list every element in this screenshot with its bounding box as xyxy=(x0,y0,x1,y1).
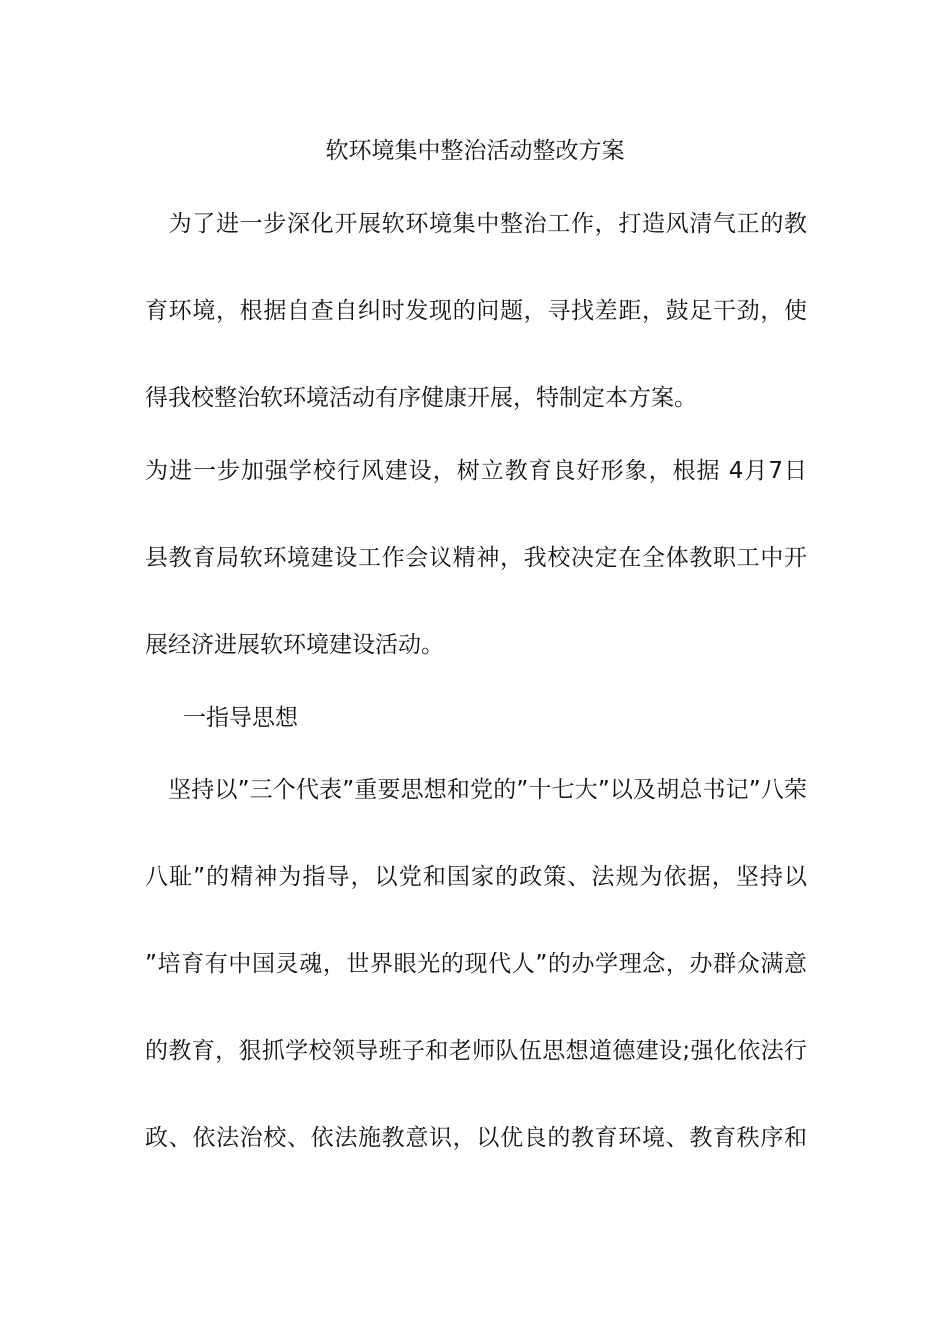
paragraph-3-line-5: 政、依法治校、依法施教意识，以优良的教育环境、教育秩序和 xyxy=(145,1125,807,1151)
paragraph-3-line-3: ”培育有中国灵魂，世界眼光的现代人”的办学理念，办群众满意 xyxy=(145,951,807,977)
paragraph-2-line-2: 县教育局软环境建设工作会议精神，我校决定在全体教职工中开 xyxy=(145,545,807,571)
section-heading-guiding-thought: 一指导思想 xyxy=(183,705,298,731)
paragraph-1-line-2: 育环境，根据自查自纠时发现的问题，寻找差距，鼓足干劲，使 xyxy=(145,298,807,324)
paragraph-2-line-3: 展经济进展软环境建设活动。 xyxy=(145,632,444,658)
document-title: 软环境集中整治活动整改方案 xyxy=(325,138,625,164)
paragraph-3-line-4: 的教育，狠抓学校领导班子和老师队伍思想道德建设;强化依法行 xyxy=(145,1038,807,1064)
paragraph-1-line-1: 为了进一步深化开展软环境集中整治工作，打造风清气正的教 xyxy=(145,211,807,237)
paragraph-2-line-1: 为进一步加强学校行风建设，树立教育良好形象，根据 4月7日 xyxy=(145,458,807,484)
paragraph-3-line-2: 八耻”的精神为指导，以党和国家的政策、法规为依据，坚持以 xyxy=(145,864,807,890)
paragraph-3-line-1: 坚持以”三个代表”重要思想和党的”十七大”以及胡总书记”八荣 xyxy=(145,777,807,803)
paragraph-1-line-3: 得我校整治软环境活动有序健康开展，特制定本方案。 xyxy=(145,385,697,411)
